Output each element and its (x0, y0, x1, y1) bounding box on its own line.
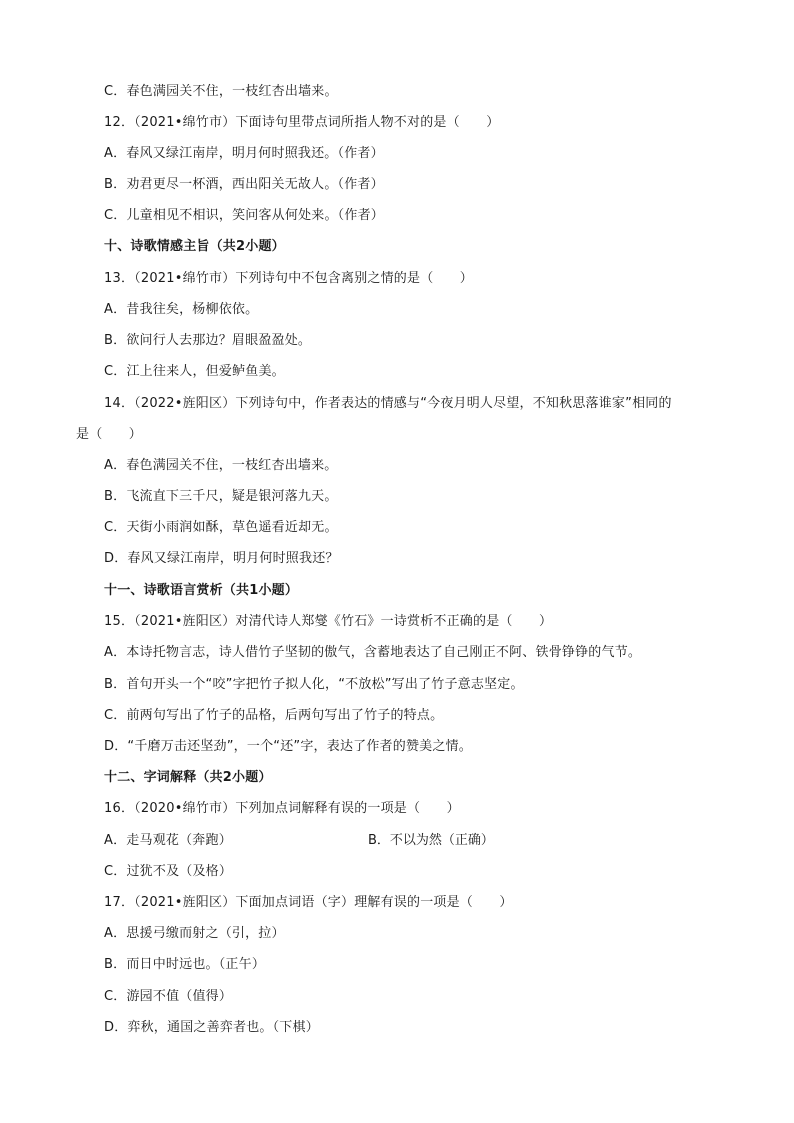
option-a-q12: A．春风又绿江南岸，明月何时照我还。（作者） (104, 146, 384, 161)
option-a-q14: A．春色满园关不住，一枝红杏出墙来。 (104, 458, 338, 473)
option-a-q15: A．本诗托物言志，诗人借竹子坚韧的傲气，含蓄地表达了自己刚正不阿、铁骨铮铮的气节。 (104, 645, 642, 660)
question-12: 12．（2021•绵竹市）下面诗句里带点词所指人物不对的是（ ） (104, 115, 500, 130)
option-a-q16: A．走马观花（奔跑） (104, 833, 232, 848)
option-d-q17: D．弈秋，通国之善弈者也。（下棋） (104, 1020, 319, 1035)
question-14: 14．（2022•旌阳区）下列诗句中，作者表达的情感与“今夜月明人尽望，不知秋思落谁家”相同的 (104, 396, 672, 411)
option-c-q15: C．前两句写出了竹子的品格，后两句写出了竹子的特点。 (104, 708, 444, 723)
section-heading-11: 十一、诗歌语言赏析（共1小题） (104, 583, 299, 598)
option-b-q13: B．欲问行人去那边？眉眼盈盈处。 (104, 333, 312, 348)
question-14-continued: 是（ ） (76, 427, 143, 442)
option-b-q12: B．劝君更尽一杯酒，西出阳关无故人。（作者） (104, 177, 384, 192)
option-d-q14: D．春风又绿江南岸，明月何时照我还？ (104, 551, 339, 566)
option-c-q16: C．过犹不及（及格） (104, 864, 233, 879)
question-17: 17．（2021•旌阳区）下面加点词语（字）理解有误的一项是（ ） (104, 895, 513, 910)
option-b-q17: B．而日中时远也。（正午） (104, 957, 266, 972)
question-13: 13．（2021•绵竹市）下列诗句中不包含离别之情的是（ ） (104, 271, 473, 286)
section-heading-10: 十、诗歌情感主旨（共2小题） (104, 239, 285, 254)
option-b-q16: B．不以为然（正确） (368, 833, 494, 848)
option-c-q14: C．天街小雨润如酥，草色遥看近却无。 (104, 520, 338, 535)
option-c-q17: C．游园不值（值得） (104, 989, 233, 1004)
option-d-q15: D．“千磨万击还坚劲”，一个“还”字，表达了作者的赞美之情。 (104, 739, 472, 754)
option-c-q11: C．春色满园关不住，一枝红杏出墙来。 (104, 84, 338, 99)
option-a-q13: A．昔我往矣，杨柳依依。 (104, 302, 259, 317)
question-16: 16．（2020•绵竹市）下列加点词解释有误的一项是（ ） (104, 801, 460, 816)
option-c-q13: C．江上往来人，但爱鲈鱼美。 (104, 364, 285, 379)
option-b-q15: B．首句开头一个“咬”字把竹子拟人化，“不放松”写出了竹子意志坚定。 (104, 677, 524, 692)
question-15: 15．（2021•旌阳区）对清代诗人郑燮《竹石》一诗赏析不正确的是（ ） (104, 614, 553, 629)
option-b-q14: B．飞流直下三千尺，疑是银河落九天。 (104, 489, 338, 504)
option-a-q17: A．思援弓缴而射之（引，拉） (104, 926, 285, 941)
section-heading-12: 十二、字词解释（共2小题） (104, 770, 272, 785)
option-c-q12: C．儿童相见不相识，笑问客从何处来。（作者） (104, 208, 384, 223)
